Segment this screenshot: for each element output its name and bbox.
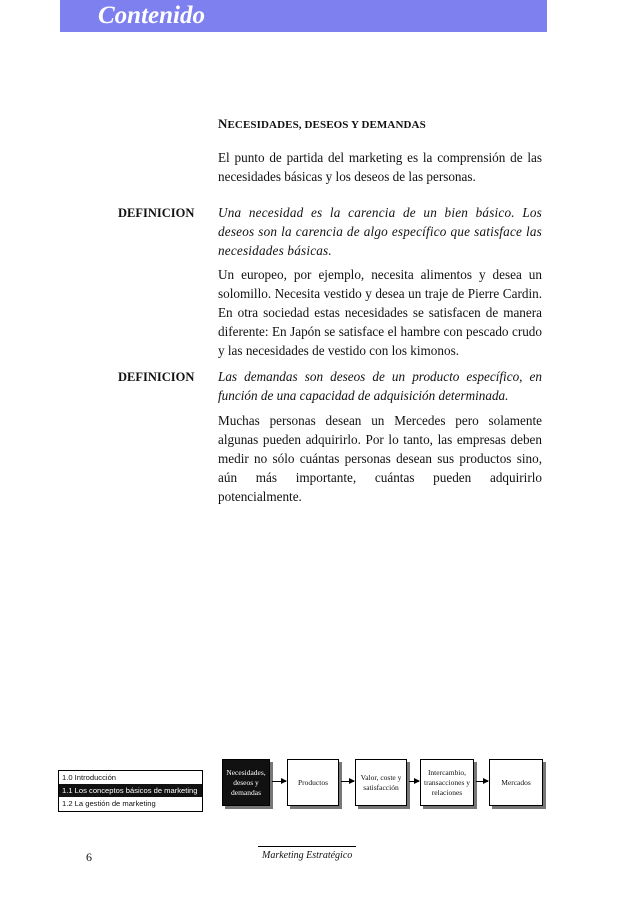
flow-step-label: Valor, coste y satisfacción	[360, 772, 402, 792]
section-heading-rest: ECESIDADES, DESEOS Y DEMANDAS	[227, 119, 426, 131]
flow-step-productos	[287, 759, 339, 806]
toc-item-introduccion[interactable]: 1.0 Introducción	[62, 773, 117, 782]
flow-step-label: Intercambio, transacciones y relaciones	[423, 767, 471, 797]
footer-book-title: Marketing Estratégico	[262, 850, 353, 861]
flow-step-label: Necesidades, deseos y demandas	[226, 767, 266, 797]
flow-arrow	[341, 781, 354, 782]
definition-label-1: DEFINICION	[118, 206, 195, 220]
flow-arrow	[272, 781, 286, 782]
flow-arrow	[476, 781, 488, 782]
example-paragraph: Un europeo, por ejemplo, necesita alimentos y desea un solomillo. Necesita vestido y desea un traje de Pierre Cardin. En otra sociedad estas necesidades se satisfacen de manera diferente: En Japón se satisface el hambre con pescado crudo y las necesidades de vestido con los kimonos.	[218, 267, 542, 358]
flow-step-label: Mercados	[501, 777, 531, 787]
definition-label-2: DEFINICION	[118, 370, 195, 384]
toc-item-conceptos-basicos[interactable]: 1.1 Los conceptos básicos de marketing	[59, 784, 202, 797]
flow-step-label: Productos	[298, 777, 328, 787]
section-heading-initial: N	[218, 116, 228, 131]
table-of-contents	[58, 770, 203, 812]
closing-paragraph: Muchas personas desean un Mercedes pero solamente algunas pueden adquirirlo. Por lo tanto, las empresas deben medir no sólo cuántas personas desean sus productos sino, aún más importante, cuántas pueden adquirirlo potencialmente.	[218, 413, 542, 504]
definition-text-1: Una necesidad es la carencia de un bien básico. Los deseos son la carencia de algo específico que satisface las necesidades básicas.	[218, 205, 542, 258]
page-header-title: Contenido	[98, 2, 205, 29]
flow-step-mercados	[489, 759, 543, 806]
flow-step-intercambio	[420, 759, 474, 806]
intro-paragraph: El punto de partida del marketing es la comprensión de las necesidades básicas y los deseos de las personas.	[218, 150, 542, 184]
footer-rule	[258, 846, 356, 847]
flow-step-valor	[355, 759, 407, 806]
definition-text-2: Las demandas son deseos de un producto específico, en función de una capacidad de adquisición determinada.	[218, 369, 542, 403]
flow-step-necesidades	[222, 759, 270, 806]
page-number: 6	[86, 850, 92, 864]
flow-arrow	[409, 781, 419, 782]
toc-item-gestion-marketing[interactable]: 1.2 La gestión de marketing	[62, 799, 156, 808]
section-heading	[218, 116, 426, 132]
